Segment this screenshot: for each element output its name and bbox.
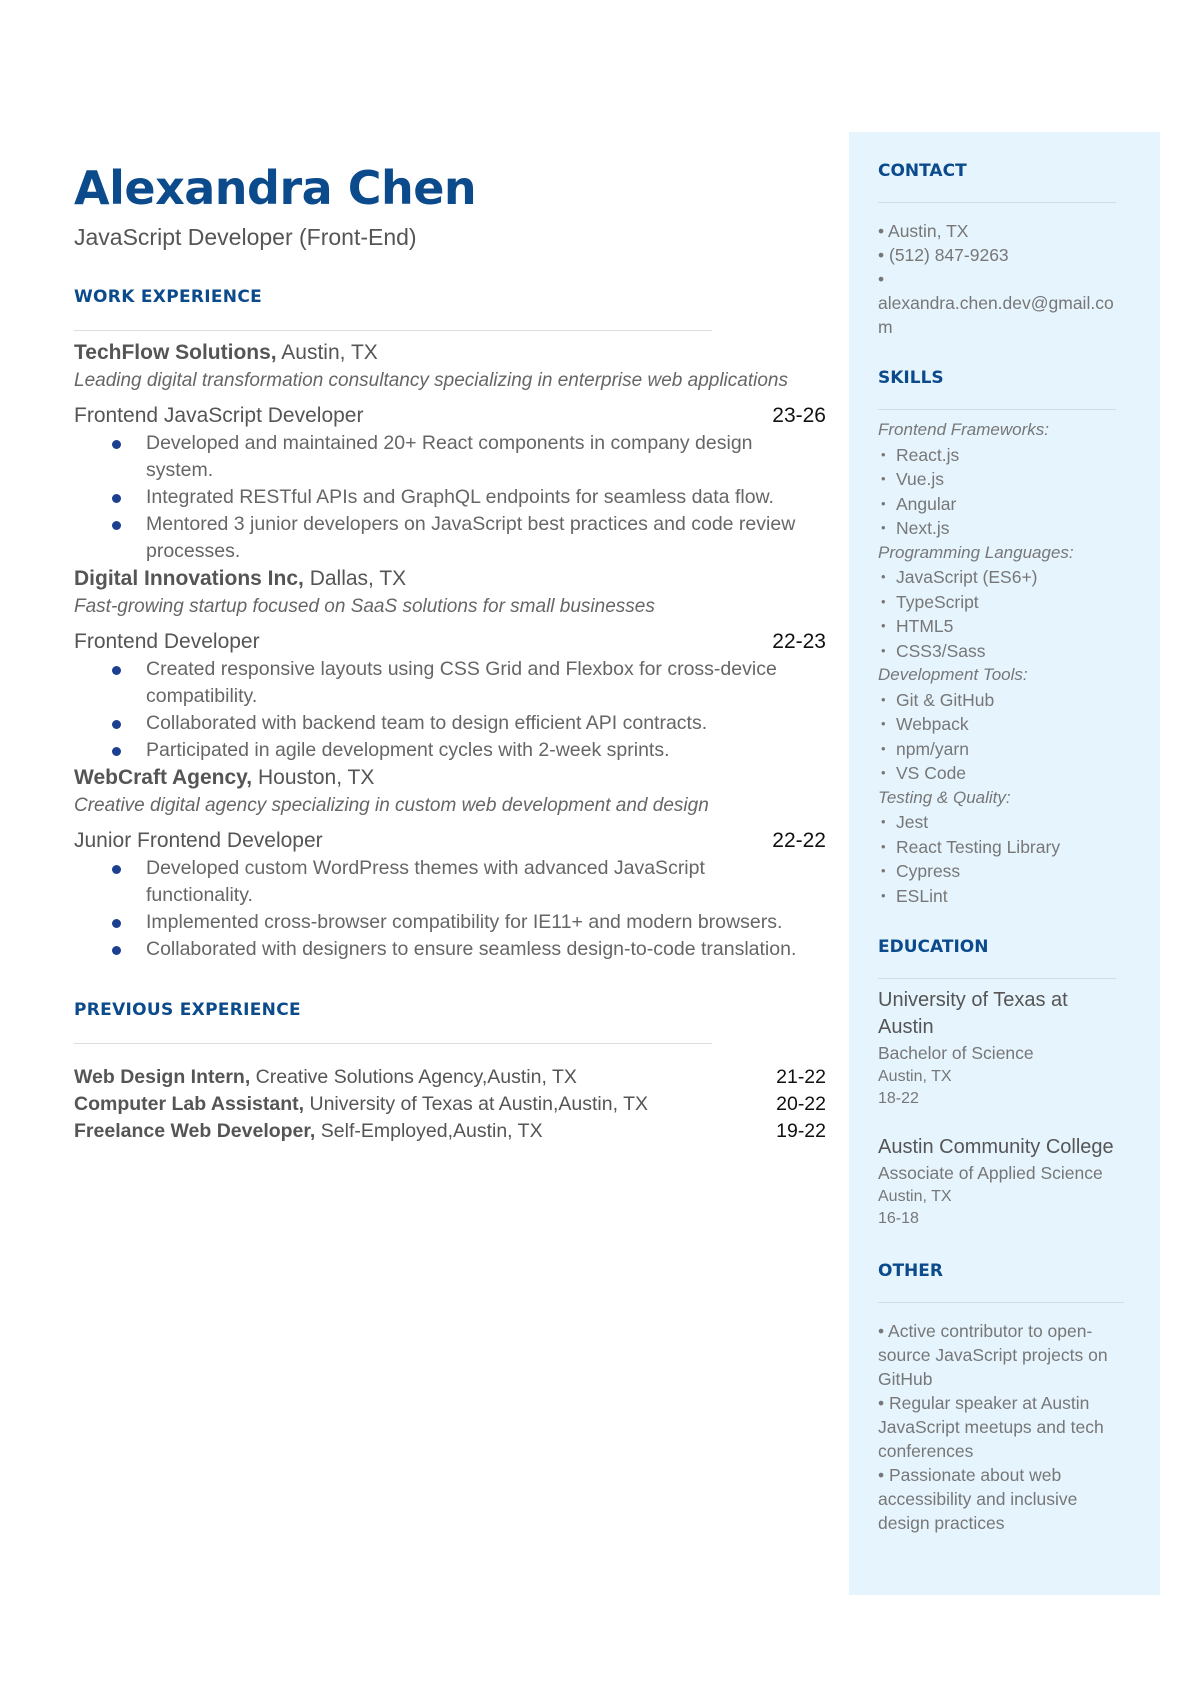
other-item-line: conferences [878, 1441, 974, 1461]
contact-location: • Austin, TX [878, 221, 969, 241]
education-heading: EDUCATION [878, 937, 989, 957]
company-name: TechFlow Solutions, [74, 341, 277, 364]
previous-role-dates: 21-22 [776, 1066, 826, 1088]
other-item-line: source JavaScript projects on [878, 1345, 1108, 1365]
bullet-dot-icon [112, 865, 121, 874]
bullet-dot-icon [112, 747, 121, 756]
section-divider [878, 409, 1116, 410]
job-entry [74, 764, 826, 963]
section-divider [878, 202, 1116, 203]
job-bullet-text: Collaborated with designers to ensure seamless design-to-code translation. [146, 938, 797, 960]
job-bullet-text: Developed and maintained 20+ React components in company design system. [146, 432, 753, 481]
skill-item: • VS Code [878, 761, 1118, 786]
skill-item: • JavaScript (ES6+) [878, 565, 1118, 590]
previous-role [74, 1091, 648, 1118]
company-description: Leading digital transformation consultancy specializing in enterprise web applications [74, 370, 788, 391]
previous-role-dates: 19-22 [776, 1120, 826, 1142]
education-location: Austin, TX [878, 1068, 952, 1085]
job-bullet [74, 936, 826, 963]
company-location: Dallas, TX [303, 567, 407, 590]
previous-role-place: Self-Employed,Austin, TX [315, 1120, 543, 1142]
job-bullet-text: Participated in agile development cycles with 2-week sprints. [146, 739, 670, 761]
previous-role-row [74, 1091, 826, 1118]
skill-item: • TypeScript [878, 590, 1118, 615]
education-dates: 18-22 [878, 1090, 919, 1107]
job-bullet [74, 737, 826, 764]
contact-email-line: alexandra.chen.dev@gmail.co [878, 293, 1114, 313]
company-name: Digital Innovations Inc, [74, 567, 304, 590]
company-location: Houston, TX [252, 766, 375, 789]
company-line [74, 764, 826, 792]
job-bullet-text: Implemented cross-browser compatibility for IE11+ and modern browsers. [146, 911, 783, 933]
job-bullet [74, 511, 826, 565]
education-school: Austin Community College [878, 1136, 1114, 1158]
other-item-line: GitHub [878, 1369, 933, 1389]
section-divider [74, 1043, 712, 1044]
education-dates: 16-18 [878, 1210, 919, 1227]
company-name: WebCraft Agency, [74, 766, 253, 789]
skill-item: • Git & GitHub [878, 688, 1118, 713]
bullet-dot-icon [112, 720, 121, 729]
bullet-dot-icon [112, 494, 121, 503]
previous-role-row [74, 1064, 826, 1091]
contact-phone: • (512) 847-9263 [878, 245, 1009, 265]
education-entry [878, 987, 1118, 1110]
job-title-row [74, 402, 826, 430]
previous-role [74, 1118, 543, 1145]
job-dates: 23-26 [772, 404, 826, 427]
education-degree: Associate of Applied Science [878, 1163, 1103, 1183]
job-bullet-text: Collaborated with backend team to design efficient API contracts. [146, 712, 708, 734]
skill-item: • React.js [878, 443, 1118, 468]
bullet-dot-icon [112, 919, 121, 928]
job-bullet [74, 710, 826, 737]
job-title: Junior Frontend Developer [74, 829, 323, 852]
skill-item: • Jest [878, 810, 1118, 835]
company-line [74, 339, 826, 367]
previous-experience-heading: PREVIOUS EXPERIENCE [74, 1000, 301, 1020]
bullet-dot-icon [112, 440, 121, 449]
previous-role-title: Web Design Intern, [74, 1066, 251, 1088]
company-line [74, 565, 826, 593]
skill-item: • Vue.js [878, 467, 1118, 492]
previous-role-title: Computer Lab Assistant, [74, 1093, 305, 1115]
main-column [74, 158, 826, 1145]
job-dates: 22-22 [772, 829, 826, 852]
sidebar-content [878, 132, 1118, 1535]
other-item-line: • Passionate about web [878, 1465, 1062, 1485]
contact-email [878, 291, 1118, 339]
other-item [878, 1463, 1118, 1535]
skill-category: Frontend Frameworks: [878, 420, 1049, 439]
job-bullet [74, 430, 826, 484]
education-school-line: Austin [878, 1016, 934, 1038]
job-bullet [74, 909, 826, 936]
skill-item: • Cypress [878, 859, 1118, 884]
skill-item: • CSS3/Sass [878, 639, 1118, 664]
previous-role [74, 1064, 577, 1091]
skill-category: Development Tools: [878, 665, 1028, 684]
sidebar [849, 132, 1160, 1595]
skill-item: • npm/yarn [878, 737, 1118, 762]
other-item [878, 1319, 1118, 1391]
job-bullets [74, 430, 826, 565]
skill-item: • HTML5 [878, 614, 1118, 639]
job-dates: 22-23 [772, 630, 826, 653]
job-bullet-text: Integrated RESTful APIs and GraphQL endpoints for seamless data flow. [146, 486, 774, 508]
job-title: Frontend JavaScript Developer [74, 404, 364, 427]
company-location: Austin, TX [276, 341, 378, 364]
skill-item: • React Testing Library [878, 835, 1118, 860]
work-experience-heading: WORK EXPERIENCE [74, 287, 263, 307]
contact-email-line: m [878, 317, 893, 337]
section-divider [878, 978, 1116, 979]
other-item-line: • Regular speaker at Austin [878, 1393, 1090, 1413]
education-school-line: University of Texas at [878, 989, 1068, 1011]
previous-role-row [74, 1118, 826, 1145]
education-degree: Bachelor of Science [878, 1043, 1034, 1063]
other-item [878, 1391, 1118, 1463]
company-description: Fast-growing startup focused on SaaS solutions for small businesses [74, 596, 655, 617]
job-bullet-text: Mentored 3 junior developers on JavaScript best practices and code review processes. [146, 513, 796, 562]
education-location: Austin, TX [878, 1188, 952, 1205]
education-entry [878, 1134, 1118, 1230]
previous-role-place: University of Texas at Austin,Austin, TX [304, 1093, 648, 1115]
previous-role-title: Freelance Web Developer, [74, 1120, 316, 1142]
bullet-dot-icon [112, 521, 121, 530]
skill-item: • Angular [878, 492, 1118, 517]
other-item-line: • Active contributor to open- [878, 1321, 1093, 1341]
skill-item: • ESLint [878, 884, 1118, 909]
job-bullet-text: Developed custom WordPress themes with advanced JavaScript functionality. [146, 857, 705, 906]
education-school [878, 987, 1118, 1041]
bullet-dot-icon [112, 946, 121, 955]
skill-category: Testing & Quality: [878, 787, 1011, 807]
job-bullet [74, 484, 826, 511]
company-description: Creative digital agency specializing in custom web development and design [74, 795, 709, 816]
previous-role-place: Creative Solutions Agency,Austin, TX [250, 1066, 577, 1088]
job-entry [74, 565, 826, 764]
section-divider [74, 330, 712, 331]
section-divider [878, 1302, 1124, 1303]
skill-category: Programming Languages: [878, 542, 1074, 562]
job-title: Frontend Developer [74, 630, 260, 653]
job-bullets [74, 656, 826, 764]
other-heading: OTHER [878, 1261, 943, 1281]
job-bullets [74, 855, 826, 963]
job-title-row [74, 827, 826, 855]
candidate-name: Alexandra Chen [74, 161, 477, 215]
other-item-line: JavaScript meetups and tech [878, 1417, 1104, 1437]
job-bullet [74, 656, 826, 710]
skill-item: • Webpack [878, 712, 1118, 737]
other-item-line: design practices [878, 1513, 1005, 1533]
previous-role-dates: 20-22 [776, 1093, 826, 1115]
job-bullet-text: Created responsive layouts using CSS Grid and Flexbox for cross-device compatibility. [146, 658, 777, 707]
candidate-role: JavaScript Developer (Front-End) [74, 224, 417, 250]
skill-item: • Next.js [878, 516, 1118, 541]
skills-heading: SKILLS [878, 368, 944, 388]
job-bullet [74, 855, 826, 909]
bullet-dot-icon [112, 666, 121, 675]
contact-email-bullet: • [878, 269, 885, 289]
job-title-row [74, 628, 826, 656]
job-entry [74, 339, 826, 565]
other-item-line: accessibility and inclusive [878, 1489, 1078, 1509]
contact-heading: CONTACT [878, 161, 967, 181]
